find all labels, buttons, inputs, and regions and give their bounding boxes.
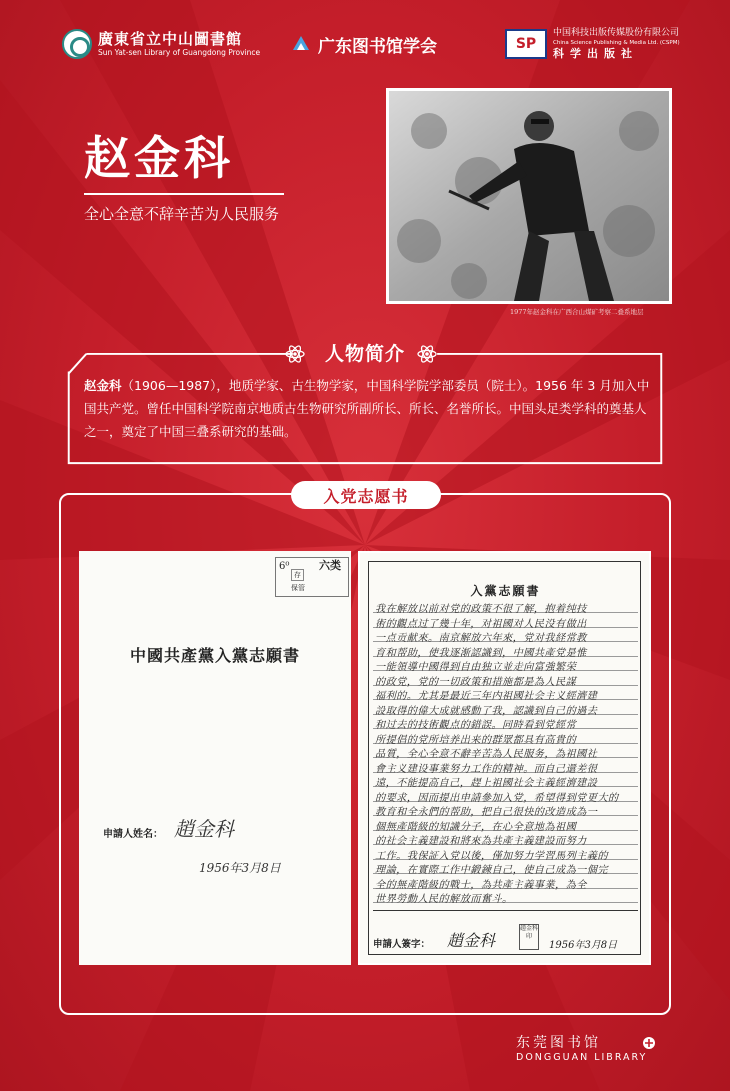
application-letter-page [358,551,651,965]
intro-name-bold: 赵金科 [84,378,122,393]
cover-title: 中國共產黨入黨志願書 [129,646,300,665]
archive-category: 六类 [319,559,341,572]
letter-signature: 趙金科 [447,931,496,950]
sun-yat-sen-library-logo [62,24,260,64]
letter-text-line: 教育和全永們的帮助，把自己很快的改造成為一 [375,807,598,818]
letter-text-line: 的社会主義建設和將來為共產主義建設而努力 [375,836,587,847]
person-motto: 全心全意不辞辛苦为人民服务 [84,205,280,223]
letter-text-line: 的要求，因而提出申請參加入党，希望得到党更大的 [375,792,619,804]
letter-border [368,561,641,955]
portrait-photo [389,91,669,301]
letter-text-line: 育和帮助，使我逐渐認識到，中國共產党是惟 [375,647,587,659]
logo3-company-en: China Science Publishing & Media Ltd. (CSPM) [553,39,680,46]
title-divider [84,193,284,195]
letter-text-line: 一能領導中國得到自由独立並走向富強繁荣 [375,662,577,673]
letter-text-line: 世界勞動人民的解放而奮斗。 [375,894,513,905]
archive-tag-1: 存 [291,569,304,581]
logo2-name: 广东图书馆学会 [318,36,437,57]
intro-body: （1906—1987），地质学家、古生物学家，中国科学院学部委员（院士）。1956 年 3 月加入中国共产党。曾任中国科学院南京地质古生物研究所副所长、所长、名誉所长。中国头足类学科的奠基人之一，奠定了中国三叠系研究的基础。 [84,378,650,439]
letter-text-line: 個無產階級的知識分子，在心全意地為祖國 [375,821,577,833]
applicant-name-label: 申請人姓名： [103,829,163,840]
archive-number: 6⁰ [279,561,290,572]
dongguan-library-emblem-icon [642,1036,656,1050]
letter-date: 1956年3月8日 [549,940,618,951]
application-cover-page [79,551,351,965]
intro-paragraph [84,374,650,443]
logo1-name-en: Sun Yat-sen Library of Guangdong Province [98,48,261,57]
application-section-title: 入党志愿书 [291,481,441,509]
letter-text-line: 術的觀点过了幾十年，对祖國对人民没有做出 [375,618,587,630]
letter-text-line: 我在解放以前对党的政策不很了解，抱着纯技 [375,604,587,615]
letter-text-line: 設取得的偉大成就感動了我，認識到自己的過去 [375,705,598,717]
letter-text-line: 會主义建设事業努力工作的精神。而自己還差很 [375,763,598,775]
letter-text-line: 福利的。尤其是最近三年内祖國社会主义經濟建 [375,691,598,702]
intro-title-text: 人物简介 [324,343,405,365]
science-press-emblem-icon: SP [505,29,547,59]
society-emblem-icon [290,33,312,55]
cover-date: 1956年3月8日 [199,861,281,875]
logo3-press: 科学出版社 [553,46,638,60]
archive-tag-2: 保管 [291,584,305,592]
footer-logo [516,1034,666,1064]
person-name: 赵金科 [84,131,234,185]
letter-body [369,600,642,905]
letter-text-line: 全的無產階級的戰士，為共產主義事業，為全 [375,879,587,891]
library-emblem-icon [62,29,92,59]
letter-text-line: 一点贡献來。南京解放六年來，党对我経常教 [375,633,587,644]
logo1-name: 廣東省立中山圖書館 [98,30,243,48]
letter-title: 入黨志願書 [470,584,541,598]
cover-signature: 趙金科 [174,817,234,841]
letter-sign-label: 申請人簽字： [373,939,431,950]
letter-text-line: 工作。我保証入党以後，僅加努力学習馬列主義的 [375,850,608,862]
letter-text-line: 和过去的技術觀点的錯誤。同時看到党經常 [375,720,577,731]
letter-text-line: 遠，不能提高自己，趕上祖國社会主義經濟建設 [375,778,598,789]
letter-text-line: 所提倡的党所培养出来的群眾都具有高貴的 [375,734,577,746]
logo3-company: 中国科技出版传媒股份有限公司 [553,27,680,38]
letter-text-line: 品質，全心全意不辭辛苦為人民服务，為祖國社 [375,749,598,760]
science-press-logo [505,24,680,64]
footer-name: 东莞图书馆 [516,1035,601,1051]
atom-icon-right [416,343,438,365]
footer-name-en: DONGGUAN LIBRARY [516,1052,648,1063]
letter-text-line: 理論，在實際工作中鍛鍊自己，使自己成為一個完 [375,865,608,876]
photo-caption: 1977年赵金科在广西合山煤矿考察二叠系地层 [510,308,644,316]
intro-section-title [0,339,730,366]
header-logos [0,24,730,64]
library-society-logo [290,24,437,64]
portrait-photo-frame [386,88,672,304]
name-seal-stamp: 趙金科印 [519,924,539,950]
letter-text-line: 的政党，党的一切政策和措施都是為人民謀 [375,676,577,688]
